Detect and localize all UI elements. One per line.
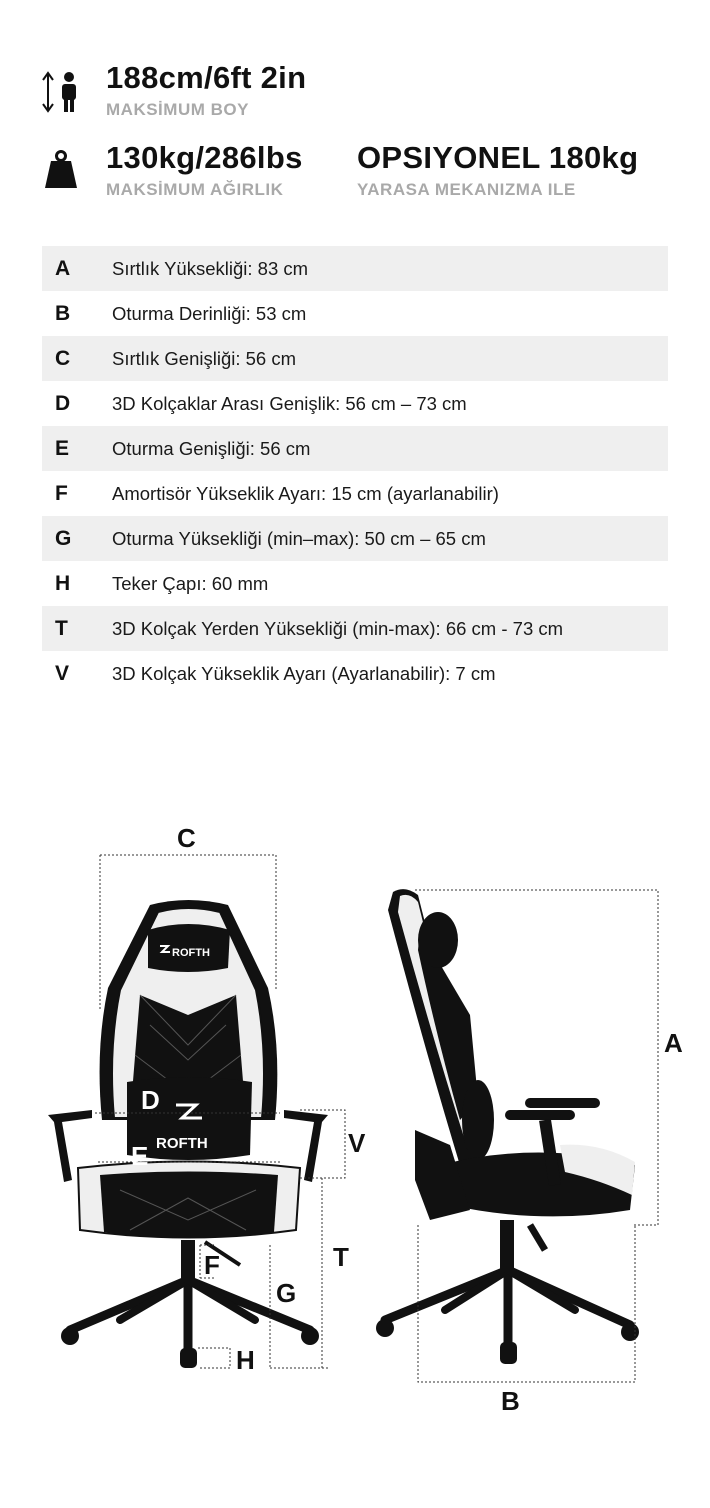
spec-optional-value: OPSIYONEL 180kg xyxy=(357,140,639,175)
dimension-row-b xyxy=(42,291,668,336)
dimension-row-d xyxy=(42,381,668,426)
dimension-text: Oturma Genişliği: 56 cm xyxy=(112,437,311,459)
dimension-letter: E xyxy=(55,436,70,460)
dimension-row-e xyxy=(42,426,668,471)
dimension-text: Amortisör Yükseklik Ayarı: 15 cm (ayarlanabilir) xyxy=(112,482,499,504)
dimension-text: Teker Çapı: 60 mm xyxy=(112,572,269,594)
spec-optional xyxy=(357,142,638,198)
spec-height xyxy=(106,62,306,118)
dimension-text: Oturma Yüksekliği (min–max): 50 cm – 65 cm xyxy=(112,527,486,549)
dimension-letter: G xyxy=(55,526,72,550)
dimension-row-v xyxy=(42,651,668,696)
dimension-text: 3D Kolçak Yükseklik Ayarı (Ayarlanabilir): 7 cm xyxy=(112,662,496,684)
dimension-label-c: C xyxy=(177,823,196,853)
dimension-label-e: E xyxy=(131,1141,149,1171)
chair-dimension-figure xyxy=(0,800,710,1440)
dimension-letter: T xyxy=(55,616,68,640)
dimension-label-g: G xyxy=(276,1278,297,1308)
weight-icon xyxy=(44,150,78,190)
dimension-row-t xyxy=(42,606,668,651)
spec-weight-label: MAKSİMUM AĞIRLIK xyxy=(106,180,284,199)
dimension-letter: H xyxy=(55,571,71,595)
spec-weight-value: 130kg/286lbs xyxy=(106,140,303,175)
dimension-label-h: H xyxy=(236,1345,255,1375)
dimension-row-g xyxy=(42,516,668,561)
spec-optional-label: YARASA MEKANIZMA ILE xyxy=(357,180,576,199)
height-person-icon xyxy=(40,70,80,116)
side-chair xyxy=(376,889,639,1364)
dimension-row-c xyxy=(42,336,668,381)
dimension-row-h xyxy=(42,561,668,606)
dimension-text: Oturma Derinliği: 53 cm xyxy=(112,302,307,324)
chair-illustration xyxy=(0,800,710,1440)
dimension-letter: V xyxy=(55,661,70,685)
dimension-letter: F xyxy=(55,481,68,505)
dimension-row-a xyxy=(42,246,668,291)
dimension-letter: A xyxy=(55,256,71,280)
spec-height-label: MAKSİMUM BOY xyxy=(106,100,249,119)
spec-height-value: 188cm/6ft 2in xyxy=(106,60,307,95)
dimension-label-t: T xyxy=(333,1242,349,1272)
dimension-label-a: A xyxy=(664,1028,683,1058)
dimension-letter: B xyxy=(55,301,71,325)
dimension-letter: C xyxy=(55,346,71,370)
brand-text-headrest: ROFTH xyxy=(172,947,210,959)
dimension-label-f: F xyxy=(204,1250,220,1280)
dimension-label-b: B xyxy=(501,1386,520,1416)
dimension-row-f xyxy=(42,471,668,516)
dimension-text: Sırtlık Yüksekliği: 83 cm xyxy=(112,257,309,279)
spec-weight xyxy=(106,142,303,198)
dimensions-table xyxy=(42,246,668,696)
dimension-text: 3D Kolçak Yerden Yüksekliği (min-max): 66 cm - 73 cm xyxy=(112,617,564,639)
dimension-text: 3D Kolçaklar Arası Genişlik: 56 cm – 73 cm xyxy=(112,392,467,414)
brand-text-lumbar: ROFTH xyxy=(156,1135,208,1152)
dimension-text: Sırtlık Genişliği: 56 cm xyxy=(112,347,297,369)
dimension-label-v: V xyxy=(348,1128,366,1158)
dimension-label-d: D xyxy=(141,1085,160,1115)
dimension-letter: D xyxy=(55,391,71,415)
